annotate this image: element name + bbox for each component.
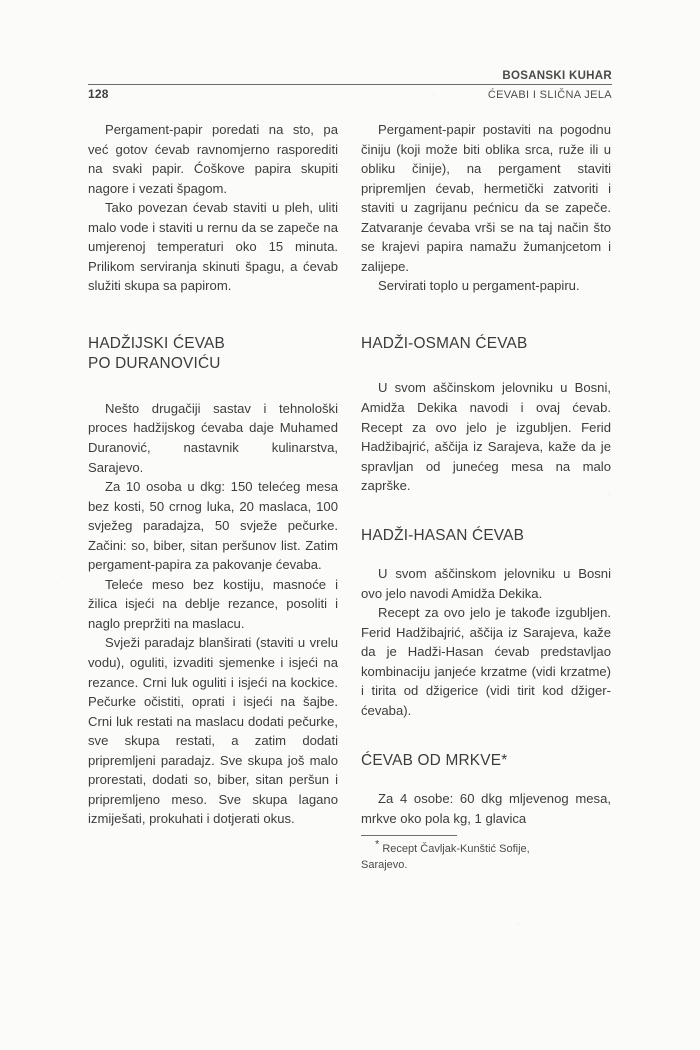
recipe-heading: ĆEVAB OD MRKVE*: [361, 751, 508, 769]
spacer: [361, 721, 611, 751]
footnote-marker: *: [375, 838, 380, 851]
spacer: [361, 771, 611, 789]
paragraph: Svježi paradajz blanširati (staviti u vrelu vodu), oguliti, izvaditi sjemenke i isjeći na rezance. Crni luk oguliti i isjeći na kockice. Pečurke očistiti, oprati i isjeći na šajbe. Crni luk restati na maslacu dodati pečurke, sve skupa restati, a zatim dodati pripremljeni paradajz. Sve skupa još malo prorestati, dodati so, biber, sitan peršun i pripremljeno meso. Sve skupa lagano izmiješati, prokuhati i dotjerati okus.: [88, 635, 338, 827]
paragraph: Za 10 osoba u dkg: 150 telećeg mesa bez kosti, 50 crnog luka, 20 maslaca, 100 svježeg paradajza, 50 svježe pečurke. Začini: so, biber, sitan peršunov list. Zatim pergament-papira za pakovanje ćevaba.: [88, 479, 338, 573]
recipe-heading: [88, 334, 338, 375]
two-column-body: [88, 120, 612, 873]
footnote-text: Sarajevo.: [361, 859, 408, 872]
paragraph: Za 4 osobe: 60 dkg mljevenog mesa, mrkve oko pola kg, 1 glavica: [361, 791, 611, 826]
spacer: [361, 546, 611, 564]
spacer: [361, 354, 611, 378]
spacer: [361, 296, 611, 334]
paragraph: U svom aščinskom jelovniku u Bosni, Amidža Dekika navodi i ovaj ćevab. Recept za ovo jelo je izgubljen. Ferid Hadžibajrić, aščija iz Sarajeva, kaže da je spravljan od junećeg mesa na malo zaprške.: [361, 380, 611, 494]
recipe-heading: HADŽI-HASAN ĆEVAB: [361, 526, 525, 544]
header-rule: [88, 84, 612, 85]
spacer: [88, 296, 338, 334]
page-number: 128: [88, 87, 109, 101]
paragraph: Nešto drugačiji sastav i tehnološki proces hadžijskog ćevaba daje Muhamed Duranović, nastavnik kulinarstva, Sarajevo.: [88, 400, 338, 475]
left-column: [88, 120, 338, 873]
spacer: [361, 496, 611, 526]
spacer: [88, 375, 338, 399]
paragraph: Pergament-papir postaviti na pogodnu činiju (koji može biti oblika srca, ruže ili u obliku činije), na pergament staviti pripremljen ćevab, hermetički zatvoriti i staviti u zagrijanu pećnicu da se zapeče. Zatvaranje ćevaba vrši se na taj način što se krajevi papira namažu žumanjcetom i zalijepe.: [361, 122, 611, 274]
paragraph: Pergament-papir poredati na sto, pa već gotov ćevab ravnomjerno rasporediti na svaki papir. Ćoškove papira skupiti nagore i vezati špagom.: [88, 122, 338, 196]
recipe-heading-line: HADŽIJSKI ĆEVAB: [88, 334, 225, 352]
paragraph: Tako povezan ćevab staviti u pleh, uliti malo vode i staviti u rernu da se zapeče na umjerenoj temperaturi oko 15 minuta. Prilikom serviranja skinuti špagu, a ćevab služiti skupa sa papirom.: [88, 200, 338, 294]
footnote-text: [361, 838, 611, 857]
paragraph: Servirati toplo u pergament-papiru.: [378, 278, 580, 294]
paragraph: U svom aščinskom jelovniku u Bosni ovo jelo navodi Amidža Dekika.: [361, 566, 611, 601]
recipe-heading-line: PO DURANOVIĆU: [88, 355, 221, 373]
right-column: [361, 120, 611, 873]
book-title: BOSANSKI KUHAR: [502, 70, 612, 82]
recipe-heading: HADŽI-OSMAN ĆEVAB: [361, 334, 528, 352]
running-header: [88, 70, 612, 101]
paragraph: Recept za ovo jelo je takođe izgubljen. Ferid Hadžibajrić, aščija iz Sarajeva, kaže da je Hadži-Hasan ćevab predstavljao kombinaciju janjeće krzatme (vidi krzatme) i tirita od džigerice (vidi tirit kod džiger-ćevaba).: [361, 605, 611, 719]
chapter-title: ĆEVABI I SLIČNA JELA: [487, 89, 612, 101]
footnote-line: Recept Čavljak-Kunštić Sofije,: [382, 843, 530, 856]
footnote: [361, 835, 611, 873]
footnote-rule: [361, 835, 457, 836]
paragraph: Teleće meso bez kostiju, masnoće i žilica isjeći na deblje rezance, posoliti i naglo prepržiti na maslacu.: [88, 576, 338, 631]
